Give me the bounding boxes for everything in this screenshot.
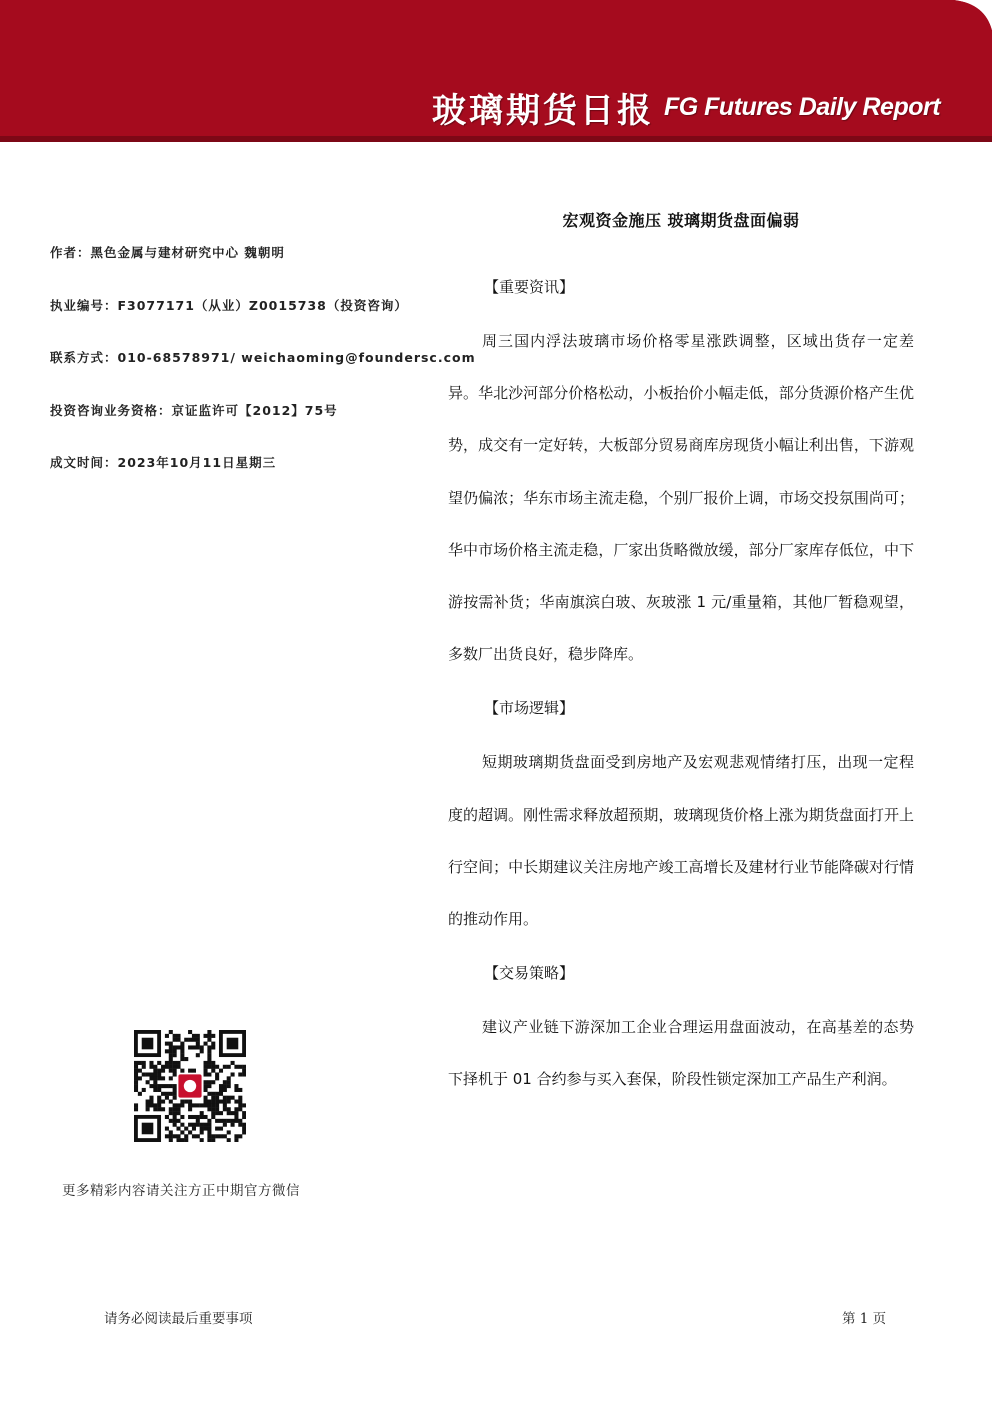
section-body-news: 周三国内浮法玻璃市场价格零星涨跌调整，区域出货存一定差异。华北沙河部分价格松动，小板抬价小幅走低，部分货源价格产生优势，成交有一定好转，大板部分贸易商库房现货小幅让利出售，下游观望仍偏浓；华东市场主流走稳，个别厂报价上调，市场交投氛围尚可；华中市场价格主流走稳，厂家出货略微放缓，部分厂家库存低位，中下游按需补货；华南旗滨白玻、灰玻涨 1 元/重量箱，其他厂暂稳观望，多数厂出货良好，稳步降库。 <box>448 332 914 664</box>
page-number: 第 1 页 <box>842 1311 887 1327</box>
header-banner <box>0 0 992 142</box>
section-body-strategy: 建议产业链下游深加工企业合理运用盘面波动，在高基差的态势下择机于 01 合约参与买入套保，阶段性锁定深加工产品生产利润。 <box>448 1018 914 1089</box>
author-info <box>50 243 476 506</box>
author-line: 作者：黑色金属与建材研究中心 魏朝明 <box>50 245 285 260</box>
section-body-logic: 短期玻璃期货盘面受到房地产及宏观悲观情绪打压，出现一定程度的超调。刚性需求释放超预期，玻璃现货价格上涨为期货盘面打开上行空间；中长期建议关注房地产竣工高增长及建材行业节能降碳对行情的推动作用。 <box>448 753 914 929</box>
qualification-line: 投资咨询业务资格：京证监许可【2012】75号 <box>50 402 338 418</box>
date-line: 成文时间：2023年10月11日星期三 <box>50 455 277 470</box>
wechat-qr-code <box>134 1030 246 1142</box>
section-heading-news: 【重要资讯】 <box>484 278 575 296</box>
license-line: 执业编号：F3077171（从业）Z0015738（投资咨询） <box>50 297 408 313</box>
header-title <box>432 82 940 132</box>
qr-caption: 更多精彩内容请关注方正中期官方微信 <box>62 1183 300 1199</box>
section-heading-logic: 【市场逻辑】 <box>484 699 575 718</box>
header-title-en: FG Futures Daily Report <box>664 92 941 121</box>
footer-notice: 请务必阅读最后重要事项 <box>104 1311 253 1327</box>
report-body <box>448 274 914 1121</box>
header-title-cn: 玻璃期货日报 <box>432 90 654 131</box>
report-title: 宏观资金施压 玻璃期货盘面偏弱 <box>562 211 800 230</box>
section-heading-strategy: 【交易策略】 <box>484 964 575 983</box>
qr-code-icon <box>134 1030 246 1142</box>
contact-line: 联系方式：010-68578971/ weichaoming@foundersc.com <box>50 350 476 365</box>
